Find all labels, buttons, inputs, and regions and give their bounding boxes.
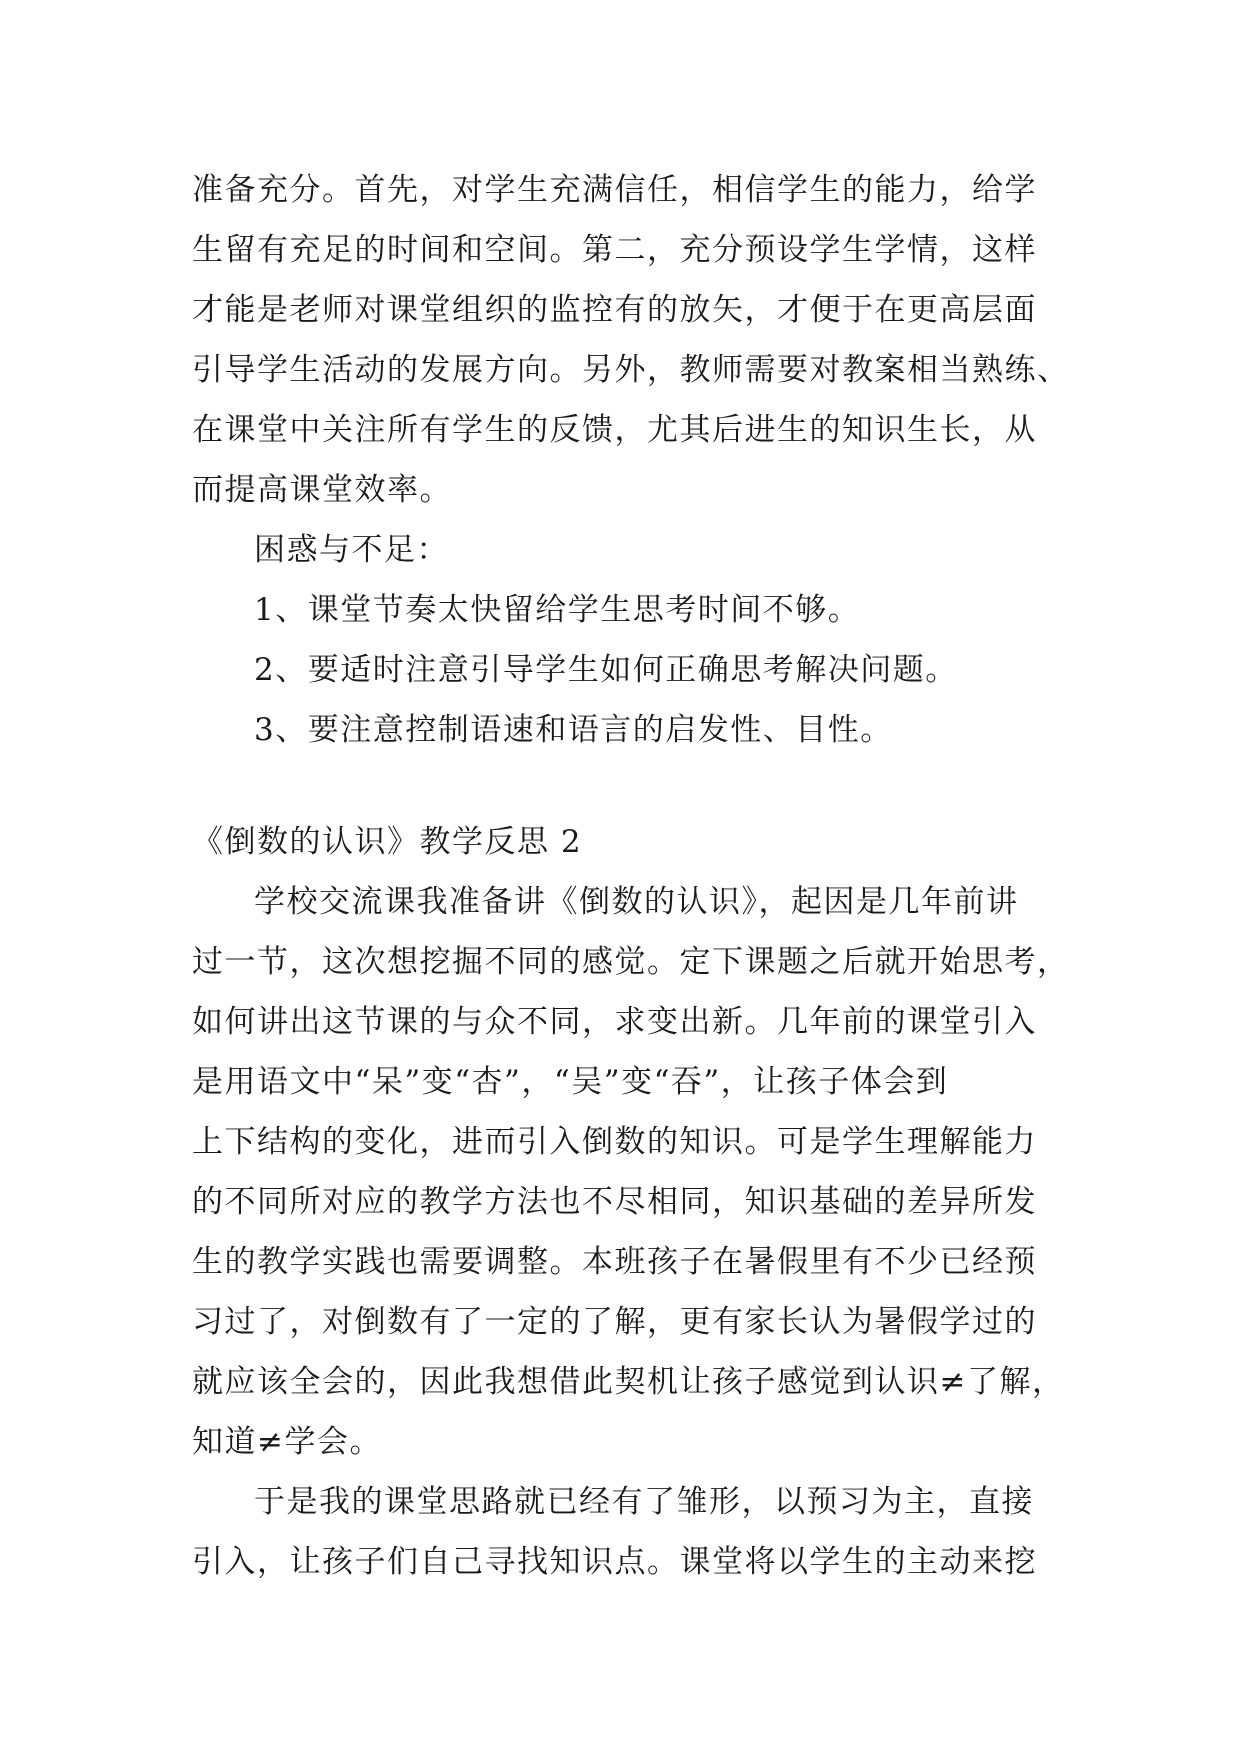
text-line: 如何讲出这节课的与众不同，求变出新。几年前的课堂引入 — [192, 1004, 1037, 1040]
text-line: 是用语文中“呆”变“杏”，“吴”变“吞”，让孩子体会到 — [192, 1064, 949, 1100]
text-line: 引入，让孩子们自己寻找知识点。课堂将以学生的主动来挖 — [192, 1544, 1037, 1580]
section-spacer — [192, 760, 1052, 812]
text-line: 上下结构的变化，进而引入倒数的知识。可是学生理解能力 — [192, 1124, 1037, 1160]
text-line: 而提高课堂效率。 — [192, 472, 452, 508]
section-title: 《倒数的认识》教学反思 2 — [192, 824, 583, 860]
text-line: 知道≠学会。 — [192, 1424, 382, 1460]
text-line: 于是我的课堂思路就已经有了雏形，以预习为主，直接 — [254, 1484, 1034, 1520]
text-line: 学校交流课我准备讲《倒数的认识》，起因是几年前讲 — [254, 884, 1019, 920]
issue-list — [192, 580, 1052, 760]
paragraph — [192, 160, 1070, 520]
text-line: 习过了，对倒数有了一定的了解，更有家长认为暑假学过的 — [192, 1304, 1037, 1340]
paragraph — [192, 872, 1070, 1472]
text-line: 就应该全会的，因此我想借此契机让孩子感觉到认识≠了解， — [192, 1364, 1065, 1400]
text-line: 在课堂中关注所有学生的反馈，尤其后进生的知识生长，从 — [192, 412, 1037, 448]
list-item: 1、课堂节奏太快留给学生思考时间不够。 — [254, 592, 861, 628]
text-line: 生的教学实践也需要调整。本班孩子在暑假里有不少已经预 — [192, 1244, 1037, 1280]
paragraph — [192, 1472, 1052, 1592]
text-line: 生留有充足的时间和空间。第二，充分预设学生学情，这样 — [192, 232, 1037, 268]
text-line: 的不同所对应的教学方法也不尽相同，知识基础的差异所发 — [192, 1184, 1037, 1220]
subheading: 困惑与不足： — [254, 532, 449, 568]
text-line: 引导学生活动的发展方向。另外，教师需要对教案相当熟练、 — [192, 352, 1070, 388]
text-line: 准备充分。首先，对学生充满信任，相信学生的能力，给学 — [192, 172, 1037, 208]
text-line: 过一节，这次想挖掘不同的感觉。定下课题之后就开始思考， — [192, 944, 1070, 980]
list-item: 3、要注意控制语速和语言的启发性、目性。 — [254, 712, 893, 748]
text-line: 才能是老师对课堂组织的监控有的放矢，才便于在更高层面 — [192, 292, 1037, 328]
document-page — [192, 160, 1070, 1592]
list-item: 2、要适时注意引导学生如何正确思考解决问题。 — [254, 652, 958, 688]
